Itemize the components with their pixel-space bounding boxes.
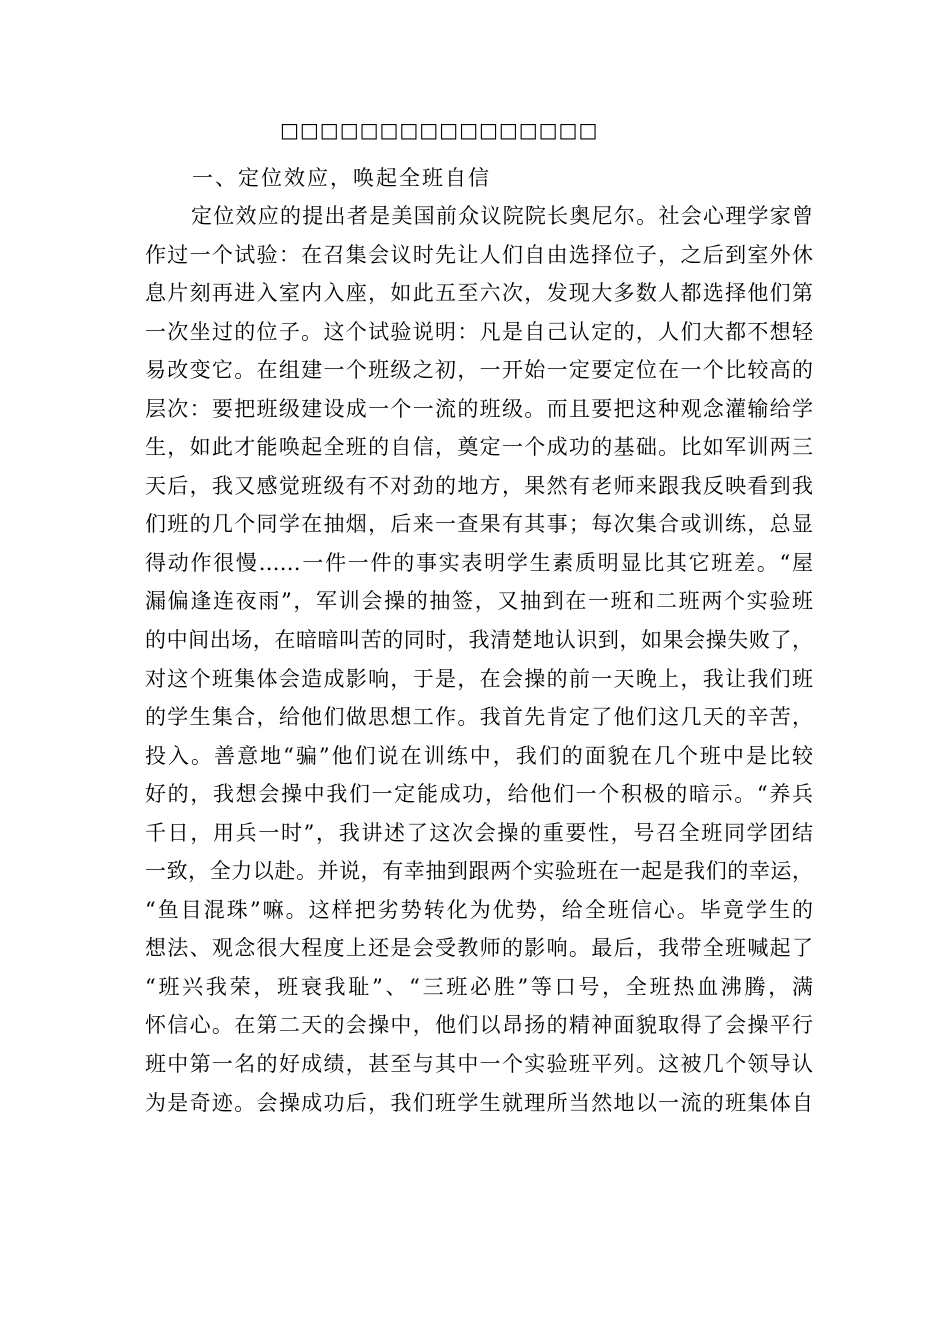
paragraph-line: 的中间出场，在暗暗叫苦的同时，我清楚地认识到，如果会操失败了， bbox=[145, 628, 813, 653]
paragraph-line: “鱼目混珠”嘛。这样把劣势转化为优势，给全班信心。毕竟学生的 bbox=[145, 897, 813, 922]
paragraph-line: 想法、观念很大程度上还是会受教师的影响。最后，我带全班喊起了 bbox=[145, 936, 813, 961]
paragraph-line: 好的，我想会操中我们一定能成功，给他们一个积极的暗示。“养兵 bbox=[145, 782, 813, 807]
paragraph-line: 班中第一名的好成绩，甚至与其中一个实验班平列。这被几个领导认 bbox=[145, 1052, 813, 1077]
section-heading: 一、定位效应，唤起全班自信 bbox=[192, 166, 491, 190]
paragraph-line: 怀信心。在第二天的会操中，他们以昂扬的精神面貌取得了会操平行 bbox=[145, 1013, 813, 1038]
paragraph-line: 投入。善意地“骗”他们说在训练中，我们的面貌在几个班中是比较 bbox=[145, 743, 813, 768]
paragraph-line: 为是奇迹。会操成功后，我们班学生就理所当然地以一流的班集体自 bbox=[145, 1090, 813, 1115]
paragraph-line: 一致，全力以赴。并说，有幸抽到跟两个实验班在一起是我们的幸运， bbox=[145, 859, 813, 884]
paragraph-line: 对这个班集体会造成影响，于是，在会操的前一天晚上，我让我们班 bbox=[145, 666, 813, 691]
paragraph-line: 的学生集合，给他们做思想工作。我首先肯定了他们这几天的辛苦， bbox=[145, 705, 813, 730]
paragraph-line: 息片刻再进入室内入座，如此五至六次，发现大多数人都选择他们第 bbox=[145, 281, 813, 306]
paragraph-line: 千日，用兵一时”，我讲述了这次会操的重要性，号召全班同学团结 bbox=[145, 820, 813, 845]
paragraph-line: 漏偏逢连夜雨”，军训会操的抽签，又抽到在一班和二班两个实验班 bbox=[145, 589, 813, 614]
body-paragraph bbox=[145, 197, 813, 1122]
document-title: □□□□□□□□□□□□□□□□ bbox=[280, 118, 599, 142]
paragraph-line: “班兴我荣，班衰我耻”、“三班必胜”等口号，全班热血沸腾，满 bbox=[145, 974, 813, 999]
paragraph-line: 得动作很慢……一件一件的事实表明学生素质明显比其它班差。“屋 bbox=[145, 550, 813, 575]
paragraph-line: 层次：要把班级建设成一个一流的班级。而且要把这种观念灌输给学 bbox=[145, 396, 813, 421]
paragraph-line: 们班的几个同学在抽烟，后来一查果有其事；每次集合或训练，总显 bbox=[145, 512, 813, 537]
paragraph-line: 天后，我又感觉班级有不对劲的地方，果然有老师来跟我反映看到我 bbox=[145, 473, 813, 498]
paragraph-line: 作过一个试验：在召集会议时先让人们自由选择位子，之后到室外休 bbox=[145, 242, 813, 267]
paragraph-line: 生，如此才能唤起全班的自信，奠定一个成功的基础。比如军训两三 bbox=[145, 435, 813, 460]
paragraph-line: 一次坐过的位子。这个试验说明：凡是自己认定的，人们大都不想轻 bbox=[145, 319, 813, 344]
paragraph-line: 易改变它。在组建一个班级之初，一开始一定要定位在一个比较高的 bbox=[145, 358, 813, 383]
paragraph-line: 定位效应的提出者是美国前众议院院长奥尼尔。社会心理学家曾 bbox=[191, 204, 813, 228]
